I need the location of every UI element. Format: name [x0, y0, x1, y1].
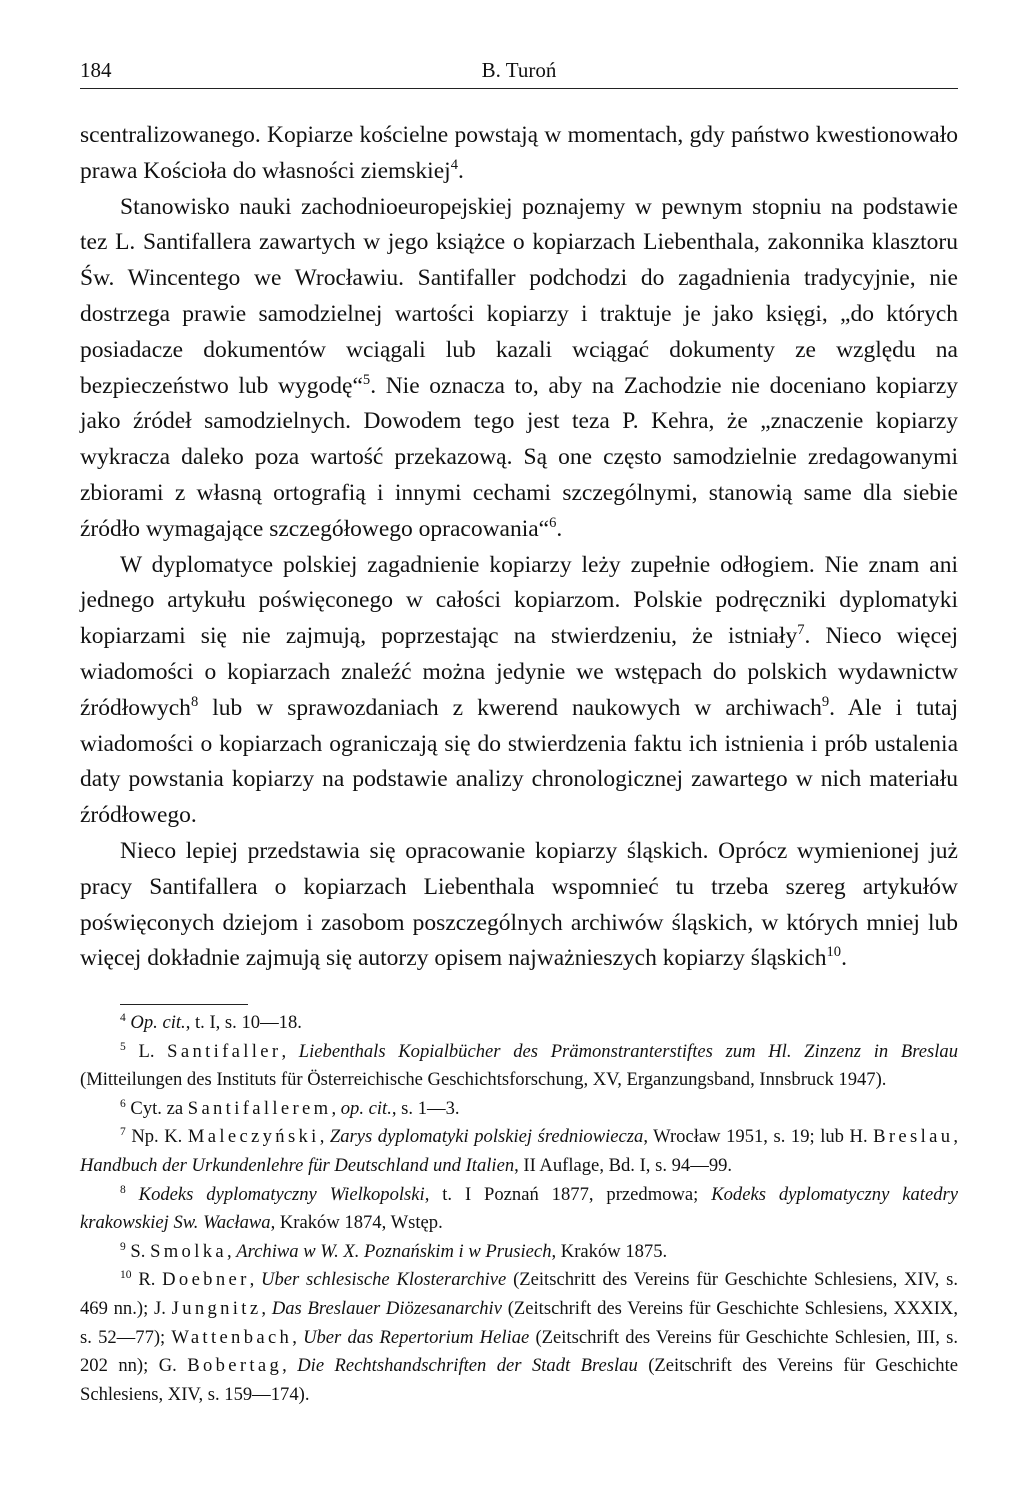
footnotes [80, 1009, 958, 1409]
paragraph-1: scentralizowanego. Kopiarze kościelne powstają w momentach, gdy państwo kwestionowało prawa Kościoła do własności ziemskiej$^4$. [80, 122, 958, 184]
paragraph-3: W dyplomatyce polskiej zagadnienie kopiarzy leży zupełnie odłogiem. Nie znam ani jednego artykułu poświęconego w całości kopiarzom. Polskie podręczniki dyplomatyki kopiarzami się nie zajmują, poprzestając na stwierdzeniu, że istniały$^7$. Nieco więcej wiadomości o kopiarzach znaleźć można jedynie we wstępach do polskich wydawnictw źródłowych$^8$ lub w sprawozdaniach z kwerend naukowych w archiwach$^9$. Ale i tutaj wiadomości o kopiarzach ograniczają się do stwierdzenia faktu ich istnienia i prób ustalenia daty powstania kopiarzy na podstawie analizy chronologicznej zawartego w nich materiału źródłowego. [80, 551, 958, 829]
footnote-10: $^{10}$ R. Doebner, Uber schlesische Klosterarchive (Zeitschritt des Vereins für Geschichte Schlesiens, XIV, s. 469 nn.); J. Jungnitz, Das Breslauer Diözesanarchiv (Zeitschrift des Vereins für Geschichte Schlesiens, XXXIX, s. 52—77); Wattenbach, Uber das Repertorium Heliae (Zeitschrift des Vereins für Geschichte Schlesien, III, s. 202 nn); G. Bobertag, Die Rechtshandschriften der Stadt Breslau (Zeitschrift des Vereins für Geschichte Schlesiens, XIV, s. 159—174). [80, 1269, 959, 1405]
footnote-ref-10: 10 [826, 944, 842, 961]
paragraph-4: Nieco lepiej przedstawia się opracowanie kopiarzy śląskich. Oprócz wymienionej już pracy Santifallera o kopiarzach Liebenthala wspomnieć tu trzeba szereg artykułów poświęconych dziejom i zasobom poszczególnych archiwów śląskich, w których mniej lub więcej dokładnie zajmują się autorzy opisem najważnieszych kopiarzy śląskich$^{10}$. [80, 837, 958, 972]
page-number: 184 [80, 58, 112, 82]
footnote-ref-6: 6 [549, 514, 557, 531]
paragraph-2: Stanowisko nauki zachodnioeuropejskiej poznajemy w pewnym stopniu na podstawie tez L. Santifallera zawartych w jego książce o kopiarzach Liebenthala, zakonnika klasztoru Św. Wincentego we Wrocławiu. Santifaller podchodzi do zagadnienia tradycyjnie, nie dostrzega prawie samodzielnej wartości kopiarzy i traktuje je jako księgi, „do których posiadacze dokumentów wciągali lub kazali wciągać dokumenty ze względu na bezpieczeństwo lub wygodę“$^5$. Nie oznacza to, aby na Zachodzie nie doceniano kopiarzy jako źródeł samodzielnych. Dowodem tego jest teza P. Kehra, że „znaczenie kopiarzy wykracza daleko poza wartość przekazową. Są one często samodzielnie zredagowanymi zbiorami z własną ortografią i innymi cechami szczególnymi, stanowią same dla siebie źródło wymagające szczegółowego opracowania“$^6$. [80, 193, 959, 542]
footnote-4: $^4$ Op. cit., t. I, s. 10—18. [120, 1011, 302, 1033]
page [80, 58, 959, 1405]
footnote-rule [120, 1004, 248, 1005]
header-rule [80, 88, 958, 89]
footnote-ref-4: 4 [450, 156, 458, 173]
running-head: B. Turoń [481, 58, 557, 82]
footnote-9: $^9$ S. Smolka, Archiwa w W. X. Poznańskim i w Prusiech, Kraków 1875. [120, 1240, 668, 1262]
footnote-8: $^8$ Kodeks dyplomatyczny Wielkopolski, t. I Poznań 1877, przedmowa; Kodeks dyplomatyczny katedry krakowskiej Sw. Wacława, Kraków 1874, Wstęp. [80, 1183, 958, 1234]
footnote-ref-5: 5 [362, 371, 371, 388]
page-header [80, 58, 958, 86]
footnote-ref-7: 7 [797, 622, 805, 639]
footnote-ref-9: 9 [821, 693, 830, 710]
footnote-5: $^5$ L. Santifaller, Liebenthals Kopialbücher des Prämonstranterstiftes zum Hl. Zinzenz in Breslau (Mitteilungen des Instituts für Österreichische Geschichtsforschung, XV, Erganzungsband, Innsbruck 1947). [80, 1040, 958, 1091]
footnote-7: $^7$ Np. K. Maleczyński, Zarys dyplomatyki polskiej średniowiecza, Wrocław 1951, s. 19; lub H. Breslau, Handbuch der Urkundenlehre für Deutschland und Italien, II Auflage, Bd. I, s. 94—99. [80, 1126, 959, 1176]
footnote-6: $^6$ Cyt. za Santifallerem, op. cit., s. 1—3. [120, 1097, 460, 1119]
main-text [80, 118, 958, 977]
footnote-ref-8: 8 [190, 693, 199, 710]
